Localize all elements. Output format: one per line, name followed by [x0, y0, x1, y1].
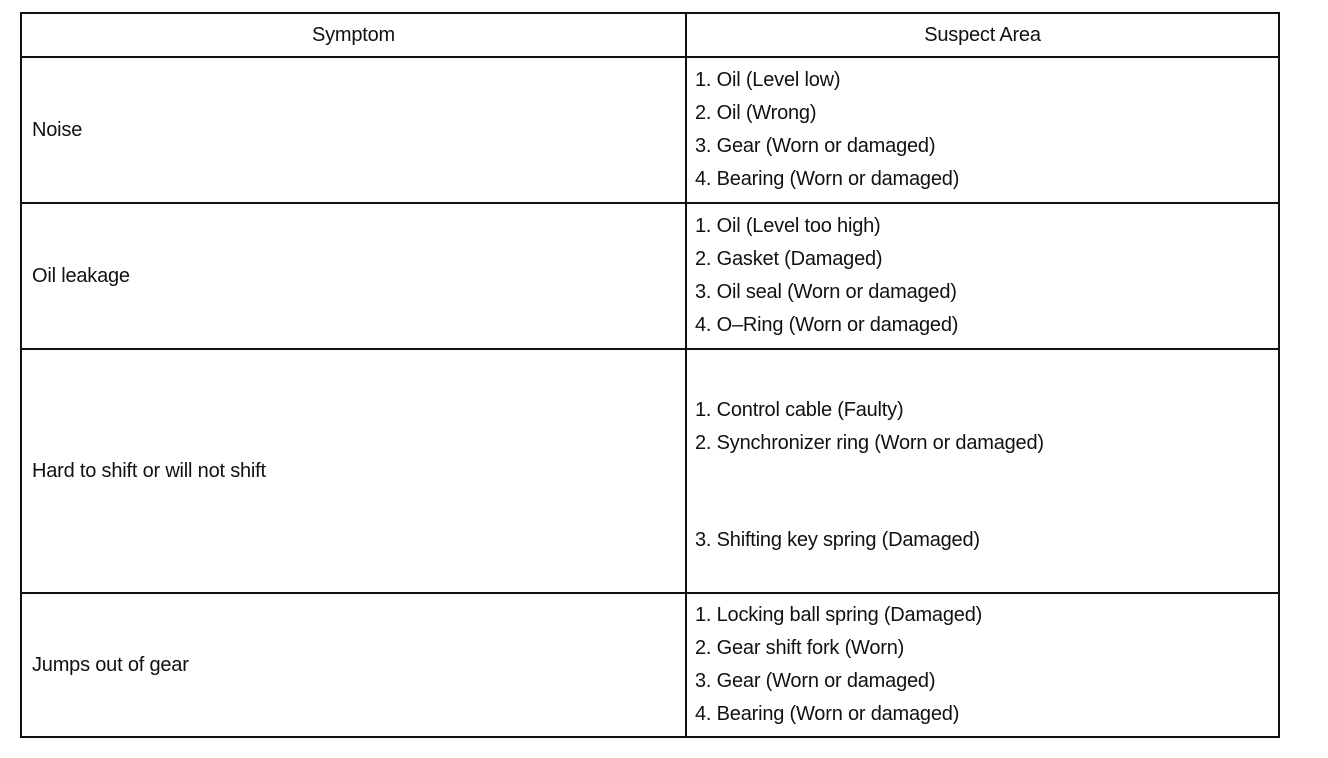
suspect-item: 1. Locking ball spring (Damaged) — [695, 604, 983, 626]
suspect-area-cell — [686, 57, 1279, 203]
table-row — [21, 593, 1279, 737]
table-row — [21, 57, 1279, 203]
suspect-item: 1. Oil (Level low) — [695, 69, 841, 91]
symptom-cell: Noise — [21, 57, 686, 203]
header-row — [21, 13, 1279, 57]
symptom-cell: Jumps out of gear — [21, 593, 686, 737]
spacer — [695, 492, 1278, 524]
table-row — [21, 203, 1279, 349]
suspect-area-cell — [686, 203, 1279, 349]
table-row — [21, 349, 1279, 593]
suspect-item: 1. Control cable (Faulty) — [695, 398, 904, 421]
suspect-item: 3. Gear (Worn or damaged) — [695, 670, 936, 692]
suspect-item: 3. Gear (Worn or damaged) — [695, 135, 936, 157]
suspect-item: 3. Shifting key spring (Damaged) — [695, 528, 980, 551]
header-symptom: Symptom — [21, 13, 686, 57]
spacer — [695, 460, 1278, 492]
suspect-item: 3. Oil seal (Worn or damaged) — [695, 281, 957, 303]
suspect-item: 2. Oil (Wrong) — [695, 102, 817, 124]
suspect-item: 2. Synchronizer ring (Worn or damaged) — [695, 431, 1044, 454]
symptom-cell: Hard to shift or will not shift — [21, 349, 686, 593]
header-suspect-area: Suspect Area — [686, 13, 1279, 57]
suspect-item: 1. Oil (Level too high) — [695, 215, 881, 237]
suspect-item: 2. Gasket (Damaged) — [695, 248, 883, 270]
symptom-cell: Oil leakage — [21, 203, 686, 349]
suspect-area-cell — [686, 349, 1279, 593]
suspect-item: 4. Bearing (Worn or damaged) — [695, 168, 960, 190]
suspect-item: 2. Gear shift fork (Worn) — [695, 637, 905, 659]
troubleshooting-table — [20, 12, 1280, 738]
suspect-item: 4. Bearing (Worn or damaged) — [695, 703, 960, 725]
suspect-area-cell — [686, 593, 1279, 737]
suspect-item: 4. O–Ring (Worn or damaged) — [695, 314, 959, 336]
